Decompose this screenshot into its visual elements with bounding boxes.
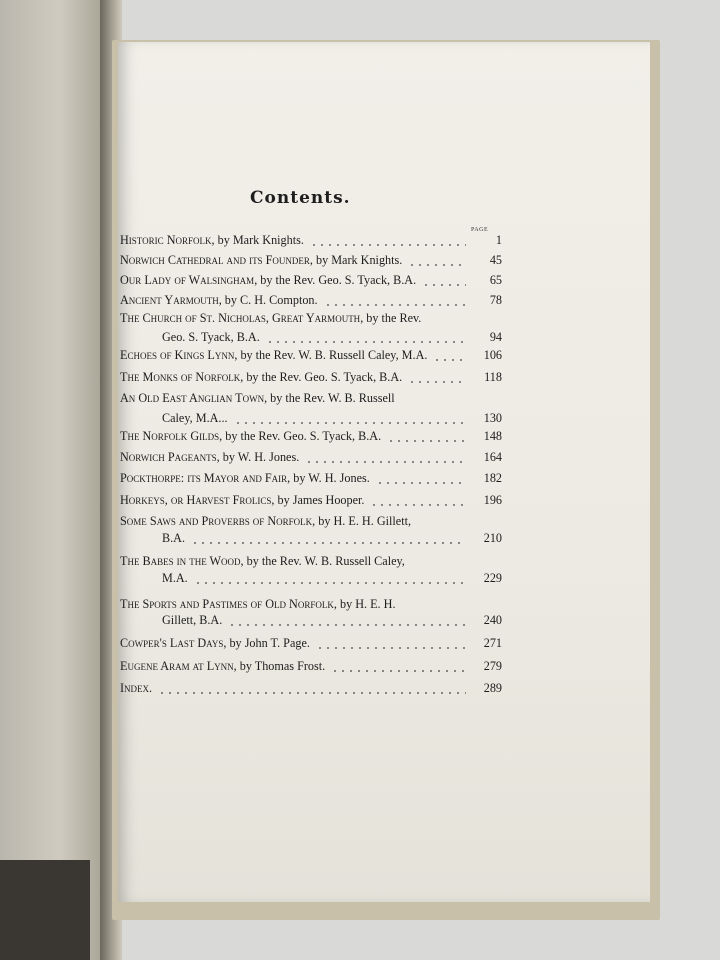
contents-heading: Contents.	[250, 188, 351, 208]
toc-entry	[120, 554, 520, 572]
toc-entry	[120, 273, 520, 291]
entry-title: Echoes of Kings Lynn	[120, 348, 235, 362]
dot-leader	[234, 422, 466, 424]
entry-byline: , by H. E. H.	[333, 597, 396, 611]
entry-page-number: 196	[483, 493, 502, 507]
entry-title: Historic Norfolk	[120, 233, 212, 247]
entry-page-number: 78	[489, 293, 502, 307]
entry-title: The Babes in the Wood	[120, 554, 241, 568]
toc-entry	[120, 493, 520, 511]
entry-byline: , by the Rev. Geo. S. Tyack, B.A.	[219, 429, 382, 443]
entry-continuation: Caley, M.A...	[162, 411, 228, 425]
toc-entry	[120, 681, 520, 699]
entry-continuation: M.A.	[162, 571, 188, 585]
entry-page-number: 210	[483, 531, 502, 545]
toc-entry	[120, 659, 520, 677]
entry-continuation: B.A.	[162, 531, 186, 545]
entry-title: The Norfolk Gilds	[120, 429, 220, 443]
dot-leader	[408, 264, 466, 266]
entry-title: Norwich Pageants	[120, 450, 217, 464]
dot-leader	[331, 670, 466, 672]
dot-leader	[191, 542, 466, 544]
entry-page-number: 182	[483, 471, 502, 485]
dot-leader	[387, 440, 466, 442]
dot-leader	[266, 341, 466, 343]
toc-entry	[120, 514, 520, 532]
page-column-label: PAGE	[471, 227, 489, 233]
entry-page-number: 65	[489, 273, 502, 287]
toc-entry	[120, 471, 520, 489]
dot-leader	[228, 624, 466, 626]
dot-leader	[370, 504, 466, 506]
entry-byline: , by Mark Knights.	[211, 233, 304, 247]
entry-byline: , by the Rev.	[360, 311, 422, 325]
toc-entry	[120, 253, 520, 271]
entry-byline: , by James Hooper.	[271, 493, 365, 507]
toc-entry	[120, 348, 520, 366]
entry-title: An Old East Anglian Town	[120, 391, 265, 405]
entry-title: Pockthorpe: its Mayor and Fair	[120, 471, 288, 485]
dot-leader	[408, 381, 466, 383]
entry-byline: , by the Rev. W. B. Russell Caley, M.A.	[234, 348, 428, 362]
left-cover-edge	[0, 860, 90, 960]
entry-title: The Sports and Pastimes of Old Norfolk	[120, 597, 334, 611]
entry-page-number: 45	[489, 253, 502, 267]
entry-page-number: 229	[483, 571, 502, 585]
toc-entry	[120, 391, 520, 409]
entry-title: Eugene Aram at Lynn	[120, 659, 234, 673]
entry-continuation: Gillett, B.A.	[162, 613, 223, 627]
toc-entry	[120, 429, 520, 447]
entry-page-number: 106	[483, 348, 502, 362]
toc-entry	[120, 233, 520, 251]
toc-entry	[120, 311, 520, 329]
entry-byline: , by C. H. Compton.	[218, 293, 318, 307]
dot-leader	[305, 461, 466, 463]
entry-title: The Monks of Norfolk	[120, 370, 241, 384]
toc-entry	[120, 293, 520, 311]
toc-entry-continuation	[120, 330, 520, 348]
entry-title: Cowper's Last Days	[120, 636, 224, 650]
dot-leader	[310, 244, 466, 246]
entry-byline: , by W. H. Jones.	[216, 450, 300, 464]
entry-byline: , by W. H. Jones.	[287, 471, 370, 485]
entry-page-number: 271	[483, 636, 502, 650]
entry-title: Index.	[120, 681, 153, 695]
entry-title: Our Lady of Walsingham	[120, 273, 255, 287]
entry-title: Norwich Cathedral and its Founder	[120, 253, 310, 267]
toc-entry-continuation	[120, 411, 520, 429]
entry-page-number: 130	[483, 411, 502, 425]
entry-title: Some Saws and Proverbs of Norfolk	[120, 514, 313, 528]
entry-page-number: 289	[483, 681, 502, 695]
entry-continuation: Geo. S. Tyack, B.A.	[162, 330, 260, 344]
entry-title: Horkeys, or Harvest Frolics	[120, 493, 272, 507]
entry-byline: , by John T. Page.	[223, 636, 310, 650]
entry-page-number: 94	[489, 330, 502, 344]
toc-entry-continuation	[120, 571, 520, 589]
toc-entry	[120, 636, 520, 654]
dot-leader	[158, 692, 466, 694]
entry-byline: , by the Rev. W. B. Russell Caley,	[240, 554, 405, 568]
entry-page-number: 164	[483, 450, 502, 464]
entry-byline: , by H. E. H. Gillett,	[312, 514, 412, 528]
toc-entry-continuation	[120, 613, 520, 631]
entry-page-number: 1	[495, 233, 502, 247]
entry-page-number: 279	[483, 659, 502, 673]
entry-byline: , by the Rev. Geo. S. Tyack, B.A.	[240, 370, 403, 384]
entry-byline: , by Thomas Frost.	[233, 659, 326, 673]
toc-entry	[120, 370, 520, 388]
entry-byline: , by the Rev. W. B. Russell	[264, 391, 395, 405]
toc-entry-continuation	[120, 531, 520, 549]
entry-title: Ancient Yarmouth	[120, 293, 219, 307]
toc-entry	[120, 450, 520, 468]
dot-leader	[376, 482, 466, 484]
entry-title: The Church of St. Nicholas, Great Yarmouth	[120, 311, 361, 325]
entry-page-number: 118	[484, 370, 502, 384]
dot-leader	[316, 647, 466, 649]
dot-leader	[422, 284, 466, 286]
dot-leader	[194, 582, 466, 584]
dot-leader	[433, 359, 466, 361]
entry-page-number: 240	[483, 613, 502, 627]
entry-byline: , by Mark Knights.	[309, 253, 403, 267]
entry-byline: , by the Rev. Geo. S. Tyack, B.A.	[254, 273, 417, 287]
entry-page-number: 148	[483, 429, 502, 443]
dot-leader	[324, 304, 466, 306]
